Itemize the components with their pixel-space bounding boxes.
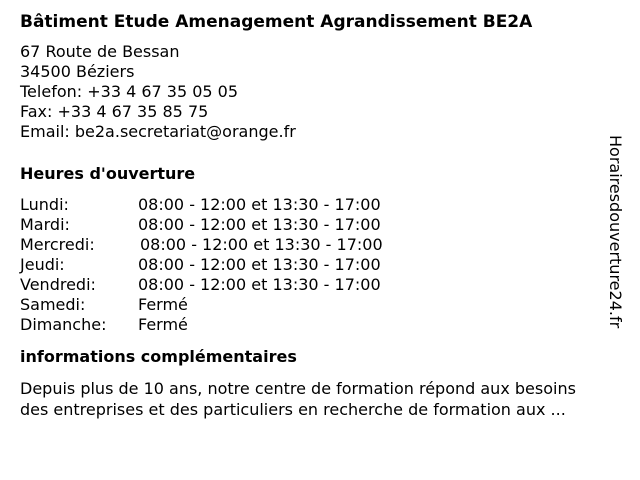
hours-row-wednesday	[20, 235, 600, 255]
day-hours: Fermé	[138, 315, 188, 334]
day-hours: 08:00 - 12:00 et 13:30 - 17:00	[138, 195, 381, 214]
day-hours: 08:00 - 12:00 et 13:30 - 17:00	[138, 255, 381, 274]
hours-row-thursday	[20, 255, 600, 275]
hours-heading: Heures d'ouverture	[20, 164, 196, 183]
hours-row-monday	[20, 195, 600, 215]
business-card	[20, 10, 600, 420]
contact-block	[20, 42, 600, 142]
day-label: Samedi:	[20, 295, 86, 314]
business-name: Bâtiment Etude Amenagement Agrandissement BE2A	[20, 12, 533, 32]
site-brand-label: Horairesdouverture24.fr	[606, 135, 625, 329]
email-address[interactable]: Email: be2a.secretariat@orange.fr	[20, 122, 296, 141]
day-hours: 08:00 - 12:00 et 13:30 - 17:00	[138, 215, 381, 234]
fax-number: Fax: +33 4 67 35 85 75	[20, 102, 209, 121]
address-line-2: 34500 Béziers	[20, 62, 135, 81]
hours-row-saturday	[20, 295, 600, 315]
phone-number[interactable]: Telefon: +33 4 67 35 05 05	[20, 82, 239, 101]
day-hours: 08:00 - 12:00 et 13:30 - 17:00	[138, 275, 381, 294]
day-label: Vendredi:	[20, 275, 96, 294]
day-label: Jeudi:	[20, 255, 65, 274]
day-label: Dimanche:	[20, 315, 107, 334]
day-hours: 08:00 - 12:00 et 13:30 - 17:00	[140, 235, 383, 254]
hours-row-tuesday	[20, 215, 600, 235]
day-hours: Fermé	[138, 295, 188, 314]
hours-row-sunday	[20, 315, 600, 335]
address-line-1: 67 Route de Bessan	[20, 42, 180, 61]
info-line-2: des entreprises et des particuliers en recherche de formation aux ...	[20, 400, 566, 419]
hours-table	[20, 195, 600, 335]
day-label: Mercredi:	[20, 235, 95, 254]
info-heading: informations complémentaires	[20, 347, 297, 366]
hours-row-friday	[20, 275, 600, 295]
info-description	[20, 378, 600, 420]
info-line-1: Depuis plus de 10 ans, notre centre de formation répond aux besoins	[20, 379, 576, 398]
day-label: Lundi:	[20, 195, 69, 214]
day-label: Mardi:	[20, 215, 70, 234]
